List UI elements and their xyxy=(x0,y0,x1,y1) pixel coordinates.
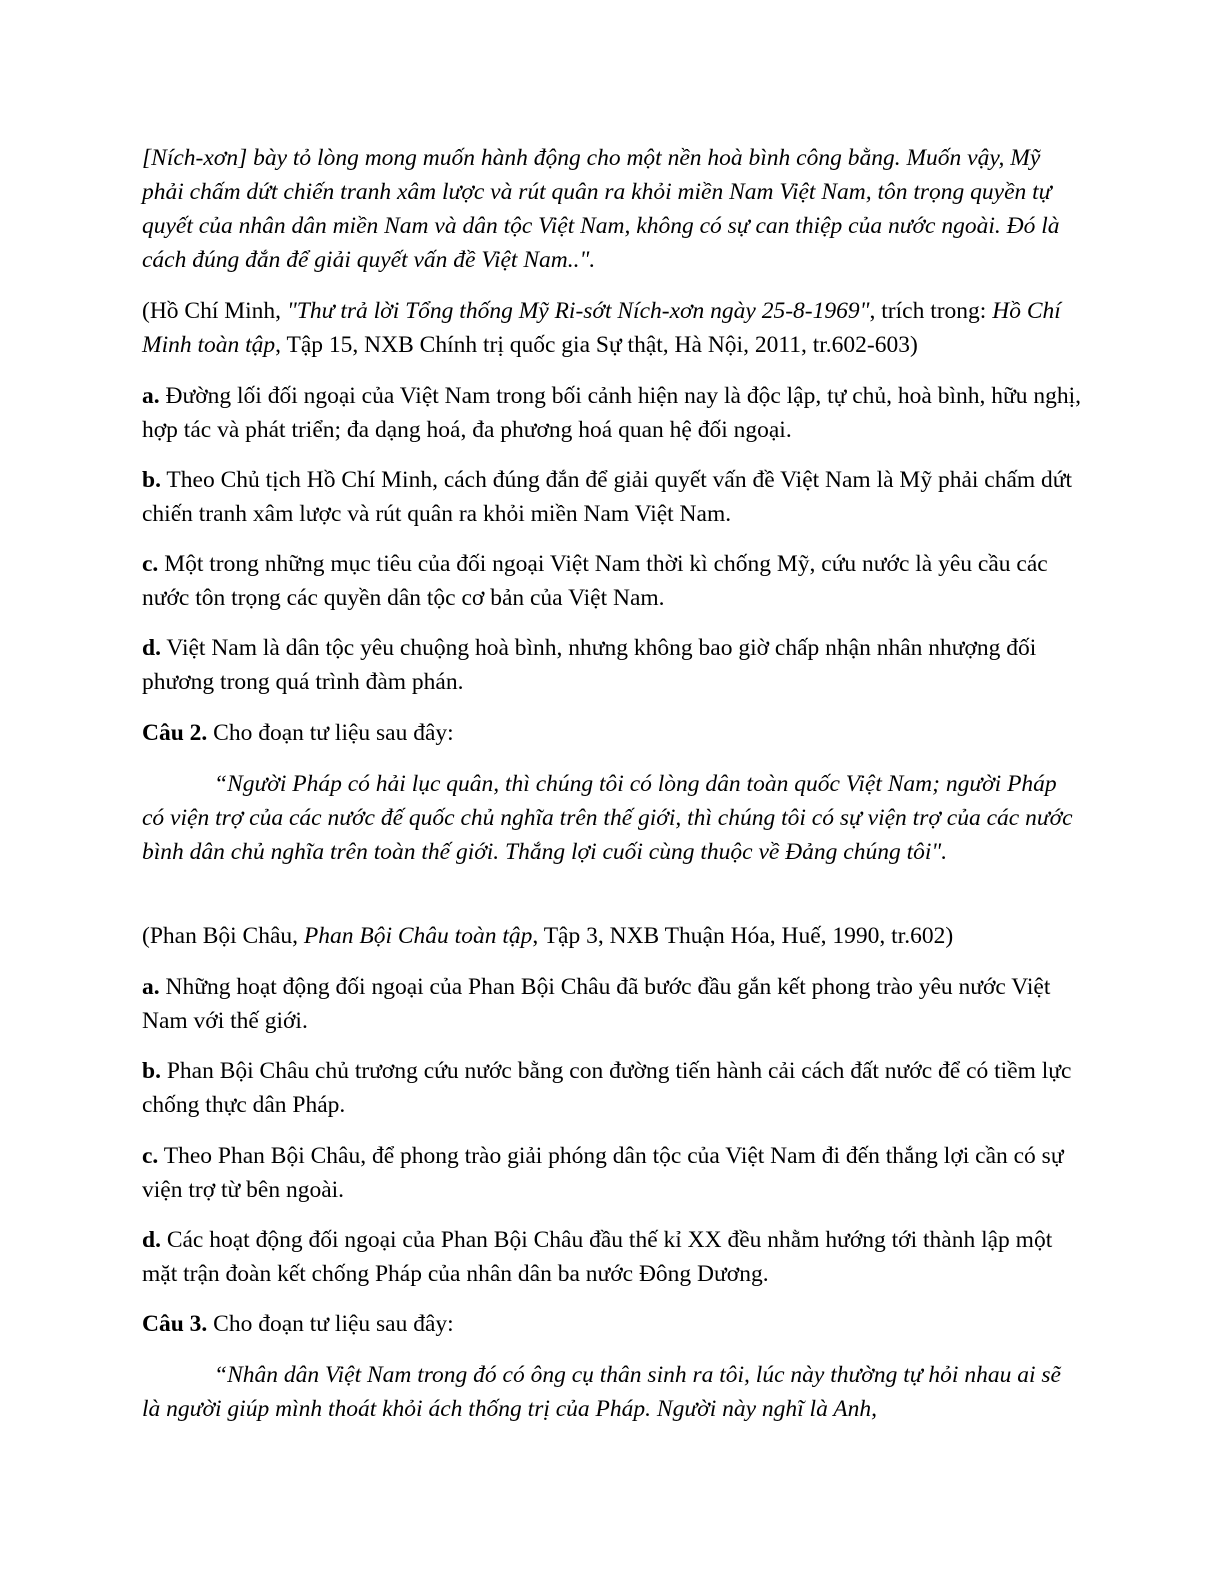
quote-phan-boi-chau: “Người Pháp có hải lục quân, thì chúng tôi có lòng dân toàn quốc Việt Nam; người Pháp có viện trợ của các nước đế quốc chủ nghĩa trên thế giới, thì chúng tôi có sự viện trợ của các nước bình dân chủ nghĩa trên toàn thế giới. Thắng lợi cuối cùng thuộc về Đảng chúng tôi". xyxy=(142,771,1073,865)
option-text: Những hoạt động đối ngoại của Phan Bội Châu đã bước đầu gắn kết phong trào yêu nước Việt Nam với thế giới. xyxy=(142,974,1051,1034)
q1-option-c xyxy=(142,547,1082,615)
q1-option-a xyxy=(142,379,1082,447)
q2-option-b xyxy=(142,1054,1082,1122)
option-text: Một trong những mục tiêu của đối ngoại Việt Nam thời kì chống Mỹ, cứu nước là yêu cầu các nước tôn trọng các quyền dân tộc cơ bản của Việt Nam. xyxy=(142,551,1048,611)
question-3-heading xyxy=(142,1307,1082,1341)
q1-option-b xyxy=(142,463,1082,531)
option-text: Việt Nam là dân tộc yêu chuộng hoà bình, nhưng không bao giờ chấp nhận nhân nhượng đối phương trong quá trình đàm phán. xyxy=(142,635,1037,695)
option-label: a. xyxy=(142,383,160,409)
option-label: d. xyxy=(142,1227,161,1253)
option-text: Theo Phan Bội Châu, để phong trào giải phóng dân tộc của Việt Nam đi đến thắng lợi cần có sự viện trợ từ bên ngoài. xyxy=(142,1143,1064,1203)
source-citation-ho-chi-minh xyxy=(142,294,1082,362)
option-label: d. xyxy=(142,635,161,661)
option-label: b. xyxy=(142,1058,161,1084)
question-prompt: Cho đoạn tư liệu sau đây: xyxy=(207,720,454,746)
q2-option-c xyxy=(142,1139,1082,1207)
source-citation-phan-boi-chau xyxy=(142,919,1082,953)
citation-open: (Phan Bội Châu, xyxy=(142,923,304,949)
q1-option-d xyxy=(142,631,1082,699)
question-label: Câu 2. xyxy=(142,720,208,746)
option-label: c. xyxy=(142,1143,159,1169)
option-text: Phan Bội Châu chủ trương cứu nước bằng con đường tiến hành cải cách đất nước để có tiềm lực chống thực dân Pháp. xyxy=(142,1058,1072,1118)
citation-letter-title: "Thư trả lời Tổng thống Mỹ Ri-sớt Ních-xơn ngày 25-8-1969" xyxy=(286,298,870,324)
citation-tail: , Tập 15, NXB Chính trị quốc gia Sự thật, Hà Nội, 2011, tr.602-603) xyxy=(275,332,918,358)
q2-option-a xyxy=(142,970,1082,1038)
citation-book-title: Hồ Chí Minh toàn tập xyxy=(142,298,1061,358)
option-text: Đường lối đối ngoại của Việt Nam trong bối cảnh hiện nay là độc lập, tự chủ, hoà bình, hữu nghị, hợp tác và phát triển; đa dạng hoá, đa phương hoá quan hệ đối ngoại. xyxy=(142,383,1082,443)
quote-nixon-letter: [Ních-xơn] bày tỏ lòng mong muốn hành động cho một nền hoà bình công bằng. Muốn vậy, Mỹ phải chấm dứt chiến tranh xâm lược và rút quân ra khỏi miền Nam Việt Nam, tôn trọng quyền tự quyết của nhân dân miền Nam và dân tộc Việt Nam, không có sự can thiệp của nước ngoài. Đó là cách đúng đắn để giải quyết vấn đề Việt Nam..". xyxy=(142,145,1060,273)
citation-tail: , Tập 3, NXB Thuận Hóa, Huế, 1990, tr.602) xyxy=(532,923,954,949)
question-label: Câu 3. xyxy=(142,1311,208,1337)
citation-mid: , trích trong: xyxy=(869,298,993,324)
option-label: b. xyxy=(142,467,161,493)
option-text: Theo Chủ tịch Hồ Chí Minh, cách đúng đắn để giải quyết vấn đề Việt Nam là Mỹ phải chấm dứt chiến tranh xâm lược và rút quân ra khỏi miền Nam Việt Nam. xyxy=(142,467,1073,527)
option-label: c. xyxy=(142,551,159,577)
question-2-heading xyxy=(142,716,1082,750)
citation-book-title: Phan Bội Châu toàn tập xyxy=(303,923,533,949)
q2-option-d xyxy=(142,1223,1082,1291)
quote-q3: “Nhân dân Việt Nam trong đó có ông cụ thân sinh ra tôi, lúc này thường tự hỏi nhau ai sẽ là người giúp mình thoát khỏi ách thống trị của Pháp. Người này nghĩ là Anh, xyxy=(142,1362,1061,1422)
option-text: Các hoạt động đối ngoại của Phan Bội Châu đầu thế kỉ XX đều nhằm hướng tới thành lập một mặt trận đoàn kết chống Pháp của nhân dân ba nước Đông Dương. xyxy=(142,1227,1053,1287)
citation-open: (Hồ Chí Minh, xyxy=(142,298,287,324)
question-prompt: Cho đoạn tư liệu sau đây: xyxy=(207,1311,454,1337)
option-label: a. xyxy=(142,974,160,1000)
